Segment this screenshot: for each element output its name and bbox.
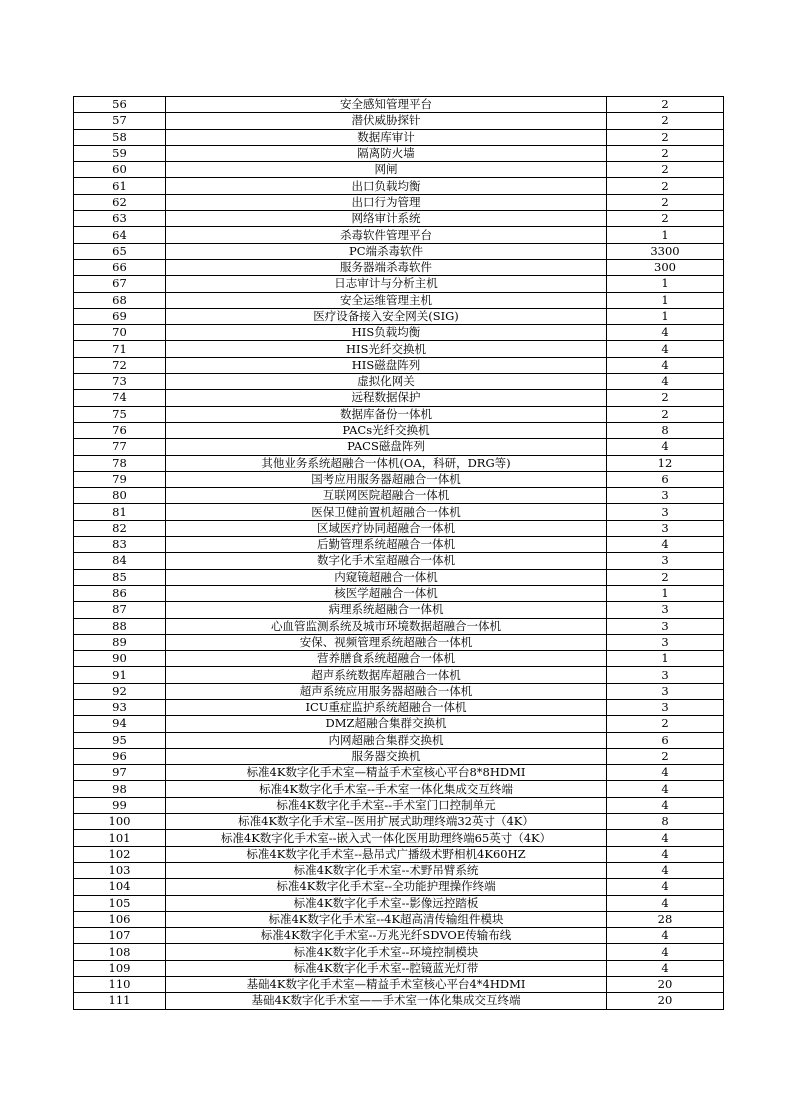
item-number-cell: 104 (74, 879, 166, 895)
table-row (74, 862, 724, 878)
item-name-cell: 潜伏威胁探针 (166, 113, 607, 129)
table-row (74, 520, 724, 536)
item-quantity-cell: 3 (607, 667, 724, 683)
item-number-cell: 89 (74, 634, 166, 650)
item-number-cell: 84 (74, 553, 166, 569)
item-number-cell: 59 (74, 145, 166, 161)
item-name-cell: 标准4K数字化手术室--手术室门口控制单元 (166, 797, 607, 813)
item-quantity-cell: 2 (607, 194, 724, 210)
table-row (74, 748, 724, 764)
table-row (74, 732, 724, 748)
item-quantity-cell: 3 (607, 618, 724, 634)
item-quantity-cell: 2 (607, 569, 724, 585)
item-number-cell: 102 (74, 846, 166, 862)
item-number-cell: 85 (74, 569, 166, 585)
item-name-cell: 安全感知管理平台 (166, 97, 607, 113)
item-number-cell: 97 (74, 765, 166, 781)
item-name-cell: PACS磁盘阵列 (166, 439, 607, 455)
item-name-cell: 其他业务系统超融合一体机(OA，科研，DRG等) (166, 455, 607, 471)
item-quantity-cell: 2 (607, 406, 724, 422)
item-quantity-cell: 2 (607, 211, 724, 227)
table-row (74, 276, 724, 292)
item-name-cell: 远程数据保护 (166, 390, 607, 406)
table-row (74, 993, 724, 1009)
table-row (74, 357, 724, 373)
item-quantity-cell: 3300 (607, 243, 724, 259)
table-row (74, 618, 724, 634)
item-quantity-cell: 3 (607, 520, 724, 536)
table-row (74, 455, 724, 471)
table-row (74, 227, 724, 243)
item-quantity-cell: 3 (607, 488, 724, 504)
item-name-cell: 杀毒软件管理平台 (166, 227, 607, 243)
item-number-cell: 63 (74, 211, 166, 227)
item-name-cell: 病理系统超融合一体机 (166, 602, 607, 618)
item-quantity-cell: 6 (607, 471, 724, 487)
item-name-cell: 内窥镜超融合一体机 (166, 569, 607, 585)
item-name-cell: 心血管监测系统及城市环境数据超融合一体机 (166, 618, 607, 634)
item-name-cell: 日志审计与分析主机 (166, 276, 607, 292)
item-quantity-cell: 4 (607, 537, 724, 553)
item-quantity-cell: 1 (607, 227, 724, 243)
item-quantity-cell: 4 (607, 830, 724, 846)
item-number-cell: 70 (74, 325, 166, 341)
item-name-cell: HIS磁盘阵列 (166, 357, 607, 373)
item-number-cell: 99 (74, 797, 166, 813)
item-quantity-cell: 4 (607, 928, 724, 944)
item-number-cell: 92 (74, 683, 166, 699)
item-quantity-cell: 1 (607, 585, 724, 601)
table-row (74, 341, 724, 357)
table-row (74, 585, 724, 601)
item-quantity-cell: 4 (607, 341, 724, 357)
item-quantity-cell: 4 (607, 325, 724, 341)
table-row (74, 211, 724, 227)
item-quantity-cell: 4 (607, 357, 724, 373)
item-name-cell: 医疗设备接入安全网关(SIG) (166, 308, 607, 324)
item-quantity-cell: 2 (607, 97, 724, 113)
item-name-cell: 超声系统数据库超融合一体机 (166, 667, 607, 683)
table-row (74, 765, 724, 781)
table-row (74, 422, 724, 438)
item-name-cell: 后勤管理系统超融合一体机 (166, 537, 607, 553)
item-quantity-cell: 3 (607, 553, 724, 569)
item-number-cell: 61 (74, 178, 166, 194)
table-row (74, 699, 724, 715)
table-body (74, 97, 724, 1010)
item-name-cell: 国考应用服务器超融合一体机 (166, 471, 607, 487)
item-number-cell: 71 (74, 341, 166, 357)
item-quantity-cell: 4 (607, 781, 724, 797)
item-quantity-cell: 20 (607, 977, 724, 993)
item-quantity-cell: 3 (607, 602, 724, 618)
item-name-cell: 标准4K数字化手术室—精益手术室核心平台8*8HDMI (166, 765, 607, 781)
item-number-cell: 64 (74, 227, 166, 243)
table-row (74, 814, 724, 830)
item-number-cell: 82 (74, 520, 166, 536)
item-name-cell: 标准4K数字化手术室--医用扩展式助理终端32英寸（4K） (166, 814, 607, 830)
item-name-cell: 互联网医院超融合一体机 (166, 488, 607, 504)
item-quantity-cell: 8 (607, 814, 724, 830)
item-name-cell: 标准4K数字化手术室--嵌入式一体化医用助理终端65英寸（4K） (166, 830, 607, 846)
table-row (74, 390, 724, 406)
table-row (74, 944, 724, 960)
item-name-cell: 网络审计系统 (166, 211, 607, 227)
item-quantity-cell: 4 (607, 797, 724, 813)
item-number-cell: 73 (74, 374, 166, 390)
item-quantity-cell: 4 (607, 374, 724, 390)
table-row (74, 488, 724, 504)
item-number-cell: 95 (74, 732, 166, 748)
table-row (74, 960, 724, 976)
item-number-cell: 96 (74, 748, 166, 764)
item-name-cell: 标准4K数字化手术室--万兆光纤SDVOE传输布线 (166, 928, 607, 944)
item-name-cell: 标准4K数字化手术室--环境控制模块 (166, 944, 607, 960)
item-name-cell: PC端杀毒软件 (166, 243, 607, 259)
item-name-cell: 医保卫健前置机超融合一体机 (166, 504, 607, 520)
item-name-cell: 出口行为管理 (166, 194, 607, 210)
item-number-cell: 83 (74, 537, 166, 553)
item-number-cell: 69 (74, 308, 166, 324)
item-number-cell: 87 (74, 602, 166, 618)
item-name-cell: 内网超融合集群交换机 (166, 732, 607, 748)
table-row (74, 178, 724, 194)
table-row (74, 977, 724, 993)
table-row (74, 194, 724, 210)
table-row (74, 911, 724, 927)
table-row (74, 683, 724, 699)
table-row (74, 113, 724, 129)
item-name-cell: HIS负载均衡 (166, 325, 607, 341)
item-name-cell: 标准4K数字化手术室--腔镜蓝光灯带 (166, 960, 607, 976)
table-row (74, 97, 724, 113)
item-quantity-cell: 2 (607, 162, 724, 178)
item-number-cell: 75 (74, 406, 166, 422)
item-name-cell: PACs光纤交换机 (166, 422, 607, 438)
item-number-cell: 66 (74, 259, 166, 275)
item-number-cell: 94 (74, 716, 166, 732)
item-quantity-cell: 4 (607, 960, 724, 976)
item-number-cell: 98 (74, 781, 166, 797)
table-row (74, 846, 724, 862)
item-number-cell: 79 (74, 471, 166, 487)
item-number-cell: 80 (74, 488, 166, 504)
item-quantity-cell: 28 (607, 911, 724, 927)
item-name-cell: 标准4K数字化手术室--手术室一体化集成交互终端 (166, 781, 607, 797)
item-number-cell: 78 (74, 455, 166, 471)
item-name-cell: 数据库备份一体机 (166, 406, 607, 422)
item-quantity-cell: 2 (607, 390, 724, 406)
table-row (74, 553, 724, 569)
table-row (74, 471, 724, 487)
table-row (74, 162, 724, 178)
table-row (74, 569, 724, 585)
item-number-cell: 108 (74, 944, 166, 960)
item-quantity-cell: 3 (607, 504, 724, 520)
item-quantity-cell: 2 (607, 716, 724, 732)
item-name-cell: 标准4K数字化手术室--术野吊臂系统 (166, 862, 607, 878)
item-number-cell: 65 (74, 243, 166, 259)
item-number-cell: 103 (74, 862, 166, 878)
item-name-cell: 服务器交换机 (166, 748, 607, 764)
item-number-cell: 90 (74, 651, 166, 667)
table-row (74, 406, 724, 422)
item-name-cell: 安保、视频管理系统超融合一体机 (166, 634, 607, 650)
item-number-cell: 58 (74, 129, 166, 145)
table-row (74, 129, 724, 145)
item-quantity-cell: 4 (607, 944, 724, 960)
item-name-cell: 营养膳食系统超融合一体机 (166, 651, 607, 667)
item-quantity-cell: 12 (607, 455, 724, 471)
item-quantity-cell: 6 (607, 732, 724, 748)
item-number-cell: 111 (74, 993, 166, 1009)
item-quantity-cell: 1 (607, 276, 724, 292)
table-row (74, 602, 724, 618)
item-number-cell: 110 (74, 977, 166, 993)
table-row (74, 243, 724, 259)
item-name-cell: DMZ超融合集群交换机 (166, 716, 607, 732)
table-row (74, 879, 724, 895)
item-name-cell: 服务器端杀毒软件 (166, 259, 607, 275)
item-quantity-cell: 4 (607, 846, 724, 862)
item-number-cell: 100 (74, 814, 166, 830)
item-number-cell: 74 (74, 390, 166, 406)
item-quantity-cell: 4 (607, 862, 724, 878)
item-quantity-cell: 300 (607, 259, 724, 275)
item-quantity-cell: 1 (607, 651, 724, 667)
item-quantity-cell: 3 (607, 683, 724, 699)
item-name-cell: 基础4K数字化手术室——手术室一体化集成交互终端 (166, 993, 607, 1009)
item-name-cell: HIS光纤交换机 (166, 341, 607, 357)
item-quantity-cell: 4 (607, 765, 724, 781)
item-number-cell: 105 (74, 895, 166, 911)
table-row (74, 667, 724, 683)
item-name-cell: 基础4K数字化手术室—精益手术室核心平台4*4HDMI (166, 977, 607, 993)
item-number-cell: 67 (74, 276, 166, 292)
item-number-cell: 60 (74, 162, 166, 178)
item-quantity-cell: 3 (607, 634, 724, 650)
item-name-cell: 标准4K数字化手术室--悬吊式广播级术野相机4K60HZ (166, 846, 607, 862)
item-quantity-cell: 2 (607, 145, 724, 161)
item-number-cell: 56 (74, 97, 166, 113)
item-number-cell: 106 (74, 911, 166, 927)
item-quantity-cell: 20 (607, 993, 724, 1009)
item-number-cell: 86 (74, 585, 166, 601)
item-name-cell: ICU重症监护系统超融合一体机 (166, 699, 607, 715)
item-quantity-cell: 4 (607, 439, 724, 455)
item-quantity-cell: 8 (607, 422, 724, 438)
table-row (74, 292, 724, 308)
table-row (74, 928, 724, 944)
item-number-cell: 77 (74, 439, 166, 455)
item-number-cell: 101 (74, 830, 166, 846)
item-name-cell: 出口负载均衡 (166, 178, 607, 194)
item-number-cell: 107 (74, 928, 166, 944)
item-name-cell: 区域医疗协同超融合一体机 (166, 520, 607, 536)
item-name-cell: 数据库审计 (166, 129, 607, 145)
item-name-cell: 网闸 (166, 162, 607, 178)
item-name-cell: 虚拟化网关 (166, 374, 607, 390)
table-row (74, 537, 724, 553)
item-quantity-cell: 4 (607, 895, 724, 911)
item-number-cell: 72 (74, 357, 166, 373)
item-number-cell: 76 (74, 422, 166, 438)
item-number-cell: 62 (74, 194, 166, 210)
table-row (74, 781, 724, 797)
item-number-cell: 81 (74, 504, 166, 520)
item-number-cell: 88 (74, 618, 166, 634)
item-quantity-cell: 4 (607, 879, 724, 895)
item-name-cell: 超声系统应用服务器超融合一体机 (166, 683, 607, 699)
item-quantity-cell: 2 (607, 129, 724, 145)
item-name-cell: 安全运维管理主机 (166, 292, 607, 308)
item-quantity-cell: 2 (607, 113, 724, 129)
item-number-cell: 68 (74, 292, 166, 308)
table-row (74, 259, 724, 275)
table-row (74, 308, 724, 324)
table-row (74, 374, 724, 390)
item-name-cell: 标准4K数字化手术室--影像远控踏板 (166, 895, 607, 911)
table-row (74, 439, 724, 455)
table-row (74, 634, 724, 650)
item-quantity-cell: 1 (607, 292, 724, 308)
item-number-cell: 91 (74, 667, 166, 683)
item-number-cell: 93 (74, 699, 166, 715)
item-name-cell: 数字化手术室超融合一体机 (166, 553, 607, 569)
equipment-list-table (73, 96, 723, 1010)
item-name-cell: 标准4K数字化手术室--全功能护理操作终端 (166, 879, 607, 895)
table-row (74, 716, 724, 732)
item-name-cell: 隔离防火墙 (166, 145, 607, 161)
table-row (74, 145, 724, 161)
item-name-cell: 标准4K数字化手术室--4K超高清传输组件模块 (166, 911, 607, 927)
table-row (74, 895, 724, 911)
item-quantity-cell: 2 (607, 178, 724, 194)
item-quantity-cell: 1 (607, 308, 724, 324)
item-number-cell: 109 (74, 960, 166, 976)
table-row (74, 325, 724, 341)
table-row (74, 797, 724, 813)
item-name-cell: 核医学超融合一体机 (166, 585, 607, 601)
table-row (74, 504, 724, 520)
item-quantity-cell: 2 (607, 748, 724, 764)
table-row (74, 651, 724, 667)
item-number-cell: 57 (74, 113, 166, 129)
table-row (74, 830, 724, 846)
item-quantity-cell: 3 (607, 699, 724, 715)
